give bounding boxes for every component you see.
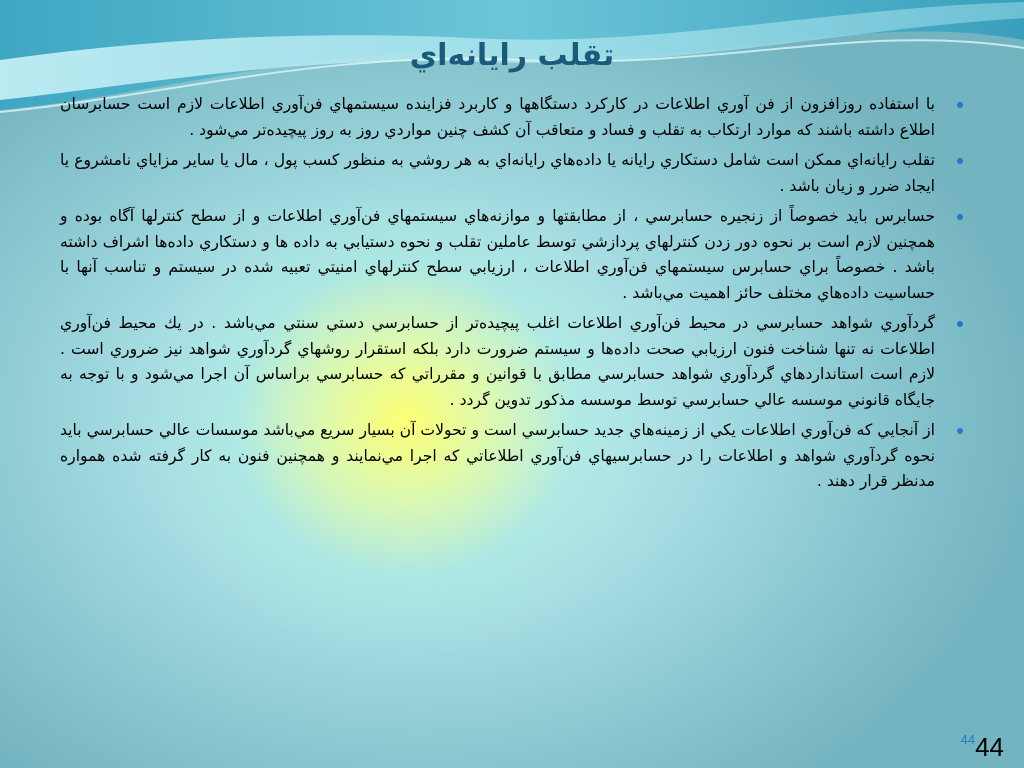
slide-number [961, 732, 1004, 763]
bullet-dot-icon [957, 428, 963, 434]
bullet-dot-icon [957, 102, 963, 108]
bullet-item [60, 148, 965, 199]
bullet-text: حسابرس بايد خصوصاً از زنجيره حسابرسي ، از مطابقتها و موازنه‌هاي سيستمهاي فن‌آوري اطلاعات و از سطح كنترلها آگاه بوده و همچنين لازم است بر نحوه دور زدن كنترلهاي پردازشي توسط عاملين تقلب و نحوه دستيابي به داده ها و دستكاري داده‌ها اشراف داشته باشد . خصوصاً براي حسابرس سيستمهاي فن‌آوري اطلاعات ، ارزيابي سطح كنترلهاي امنيتي تعبيه شده در سيستم و تناسب آنها با حساسيت داده‌هاي مختلف حائز اهميت مي‌باشد . [60, 207, 935, 302]
bullet-dot-icon [957, 158, 963, 164]
bullet-dot-icon [957, 214, 963, 220]
bullet-item [60, 311, 965, 413]
bullet-text: از آنجايي كه فن‌آوري اطلاعات يكي از زمينه‌هاي جديد حسابرسي است و تحولات آن بسيار سريع مي‌باشد موسسات عالي حسابرسي بايد نحوه گردآوري شواهد و اطلاعات را در حسابرسيهاي فن‌آوري اطلاعاتي كه اجرا مي‌نمايند و همچنين فنون به كار گرفته شده همواره مدنظر قرار دهند . [60, 421, 935, 490]
bullet-text: تقلب رايانه‌اي ممكن است شامل دستكاري رايانه يا داده‌هاي رايانه‌اي به هر روشي به منظور كسب پول ، مال يا ساير مزاياي نامشروع يا ايجاد ضرر و زيان باشد . [60, 151, 935, 195]
bullet-dot-icon [957, 321, 963, 327]
bullet-text: گردآوري شواهد حسابرسي در محيط فن‌آوري اطلاعات اغلب پيچيده‌تر از حسابرسي دستي سنتي مي‌باشد . در يك محيط فن‌آوري اطلاعات نه تنها شناخت فنون ارزيابي صحت داده‌ها و سيستم ضرورت دارد بلكه استقرار روشهاي گردآوري شواهد نيز ضروري است . لازم است استانداردهاي گردآوري شواهد حسابرسي مطابق با قوانين و مقرراتي كه حسابرسي براساس آن اجرا مي‌شود و با توجه به جايگاه قانوني موسسه عالي حسابرسي توسط موسسه مذكور تدوين گردد . [60, 314, 935, 409]
slide-number-small: 44 [960, 732, 976, 747]
slide-title: تقلب رايانه‌اي [409, 38, 615, 73]
bullet-text: با استفاده روزافزون از فن آوري اطلاعات در كاركرد دستگاهها و كاربرد فزاينده سيستمهاي فن‌آوري اطلاعات لازم است حسابرسان اطلاع داشته باشند كه موارد ارتكاب به تقلب و فساد و متعاقب آن كشف چنين مواردي روز به روز پيچيده‌تر مي‌شود . [60, 95, 935, 139]
bullet-item [60, 92, 965, 143]
slide-number-large: 44 [975, 732, 1004, 762]
bullet-item [60, 204, 965, 306]
bullet-item [60, 418, 965, 495]
bullet-list [60, 92, 965, 500]
